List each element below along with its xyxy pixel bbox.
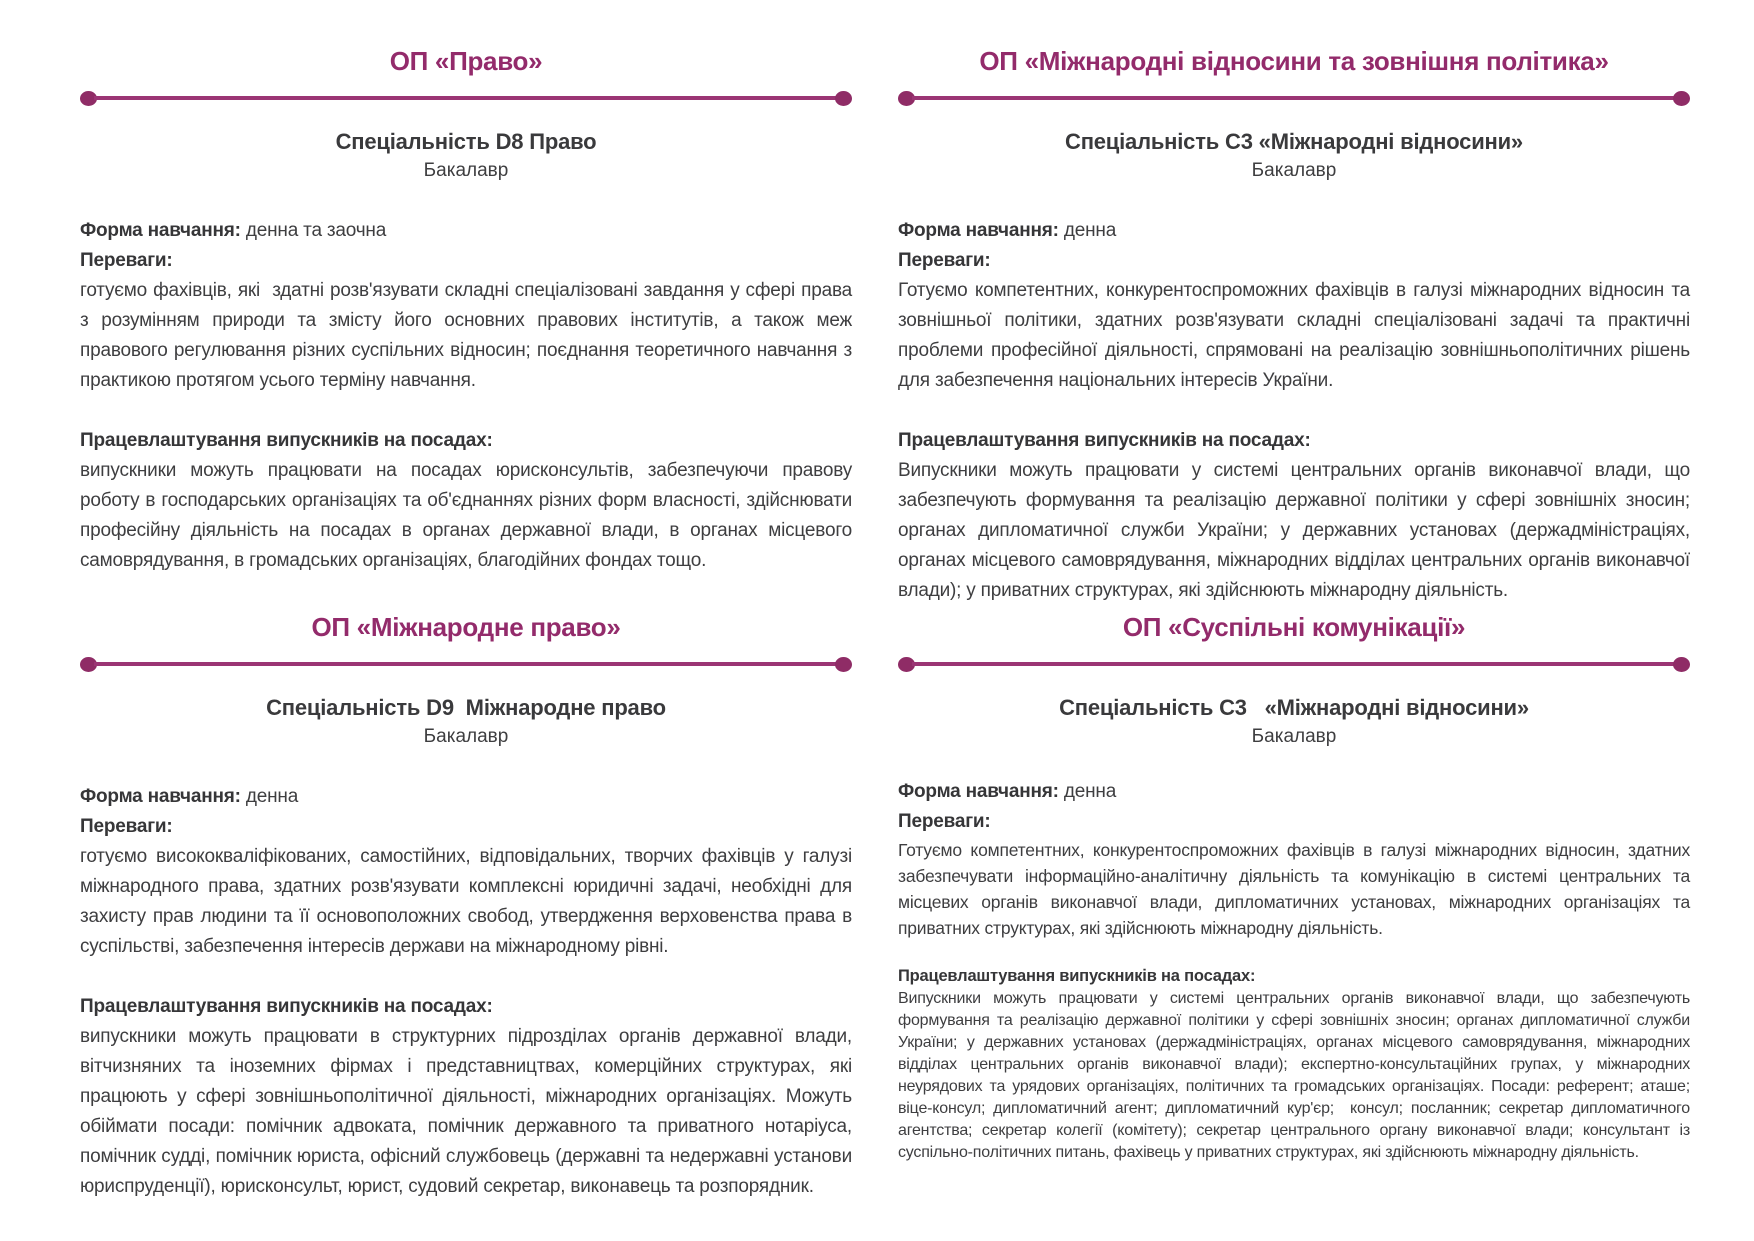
rule-right-dot — [1673, 91, 1690, 106]
advantages-text: готуємо фахівців, які здатні розв'язувати складні спеціалізовані завдання у сфері права з розумінням природи та змісту його основних правових інститутів, а також меж правового регулювання різних суспільних відносин; поєднання теоретичного навчання з практикою протягом усього терміну навчання. — [80, 280, 852, 391]
divider-rule — [80, 90, 852, 106]
program-title: ОП «Міжнародні відносини та зовнішня політика» — [979, 46, 1609, 76]
employment-label: Працевлаштування випускників на посадах: — [898, 967, 1256, 985]
employment-text: випускники можуть працювати на посадах юрисконсультів, забезпечуючи правову роботу в господарських організаціях та об'єднаннях різних форм власності, здійснювати професійну діяльність на посадах в органах державної влади, в органах місцевого самоврядування, в громадських організаціях, благодійних фондах тощо. — [80, 460, 852, 571]
employment-text: випускники можуть працювати в структурних підрозділах органів державної влади, вітчизняних та іноземних фірмах і представництвах, комерційних структурах, які працюють у сфері зовнішньополітичної діяльності, міжнародних організаціях. Можуть обіймати посади: помічник адвоката, помічник державного та приватного нотаріуса, помічник судді, помічник юриста, офісний службовець (державні та недержавні установи юриспруденції), юрисконсульт, юрист, судовий секретар, виконавець та розпорядник. — [80, 1026, 852, 1197]
employment-text: Випускники можуть працювати у системі центральних органів виконавчої влади, що забезпечують формування та реалізацію державної політики у сфері зовнішніх зносин; органах дипломатичної служби України; у державних установах (держадміністраціях, органах місцевого самоврядування, міжнародних відділах центральних органів виконавчої влади); експертно-консультаційних групах, у міжнародних неурядових та урядових організаціях, політичних та громадських організаціях. Посади: референт; аташе; віце-консул; дипломатичний агент; дипломатичний кур'єр; консул; посланник; секретар дипломатичного агентства; секретар колегії (комітету); секретар центрального органу виконавчої влади; консультант із суспільно-політичних питань, фахівець у приватних структурах, які здійснюють міжнародну діяльність. — [898, 990, 1690, 1161]
divider-rule — [898, 656, 1690, 672]
form-of-study-label: Форма навчання: — [80, 220, 241, 241]
form-of-study-value: денна — [245, 786, 299, 807]
form-of-study — [80, 216, 852, 246]
degree-level: Бакалавр — [423, 726, 509, 747]
divider-rule — [898, 90, 1690, 106]
employment-label: Працевлаштування випускників на посадах: — [898, 430, 1311, 451]
rule-right-dot — [835, 657, 852, 672]
advantages-text: готуємо висококваліфікованих, самостійних, відповідальних, творчих фахівців у галузі міжнародного права, здатних розв'язувати комплексні юридичні задачі, необхідні для захисту прав людини та її основоположних свобод, утвердження верховенства права в суспільстві, забезпечення інтересів держави на міжнародному рівні. — [80, 846, 852, 957]
form-of-study-value: денна та заочна — [245, 220, 387, 241]
form-of-study-value: денна — [1063, 781, 1117, 802]
rule-line — [94, 96, 838, 100]
degree-level: Бакалавр — [1251, 726, 1337, 747]
specialty-heading: Спеціальність С3 «Міжнародні відносини» — [1065, 129, 1523, 154]
form-of-study — [898, 216, 1690, 246]
form-of-study-label: Форма навчання: — [898, 220, 1059, 241]
program-section-suspilni-komunikatsii — [898, 610, 1690, 1202]
rule-right-dot — [1673, 657, 1690, 672]
program-section-mizhnarodni-vidnosyny — [898, 44, 1690, 610]
form-of-study — [898, 777, 1690, 807]
advantages-label: Переваги: — [898, 250, 991, 271]
advantages-label: Переваги: — [80, 816, 173, 837]
program-title: ОП «Право» — [389, 46, 543, 76]
rule-line — [912, 662, 1676, 666]
employment-label: Працевлаштування випускників на посадах: — [80, 430, 493, 451]
form-of-study-label: Форма навчання: — [80, 786, 241, 807]
program-section-mizhnarodne-pravo — [80, 610, 852, 1202]
advantages-text: Готуємо компетентних, конкурентоспроможних фахівців в галузі міжнародних відносин, здатних забезпечувати інформаційно-аналітичну діяльність та комунікацію в системі центральних та місцевих органів виконавчої влади, дипломатичних установах, міжнародних організаціях та приватних структурах, які здійснюють міжнародну діяльність. — [898, 840, 1690, 938]
rule-line — [94, 662, 838, 666]
program-title: ОП «Міжнародне право» — [311, 612, 621, 642]
form-of-study-value: денна — [1063, 220, 1117, 241]
specialty-heading: Спеціальність D9 Міжнародне право — [266, 695, 666, 720]
degree-level: Бакалавр — [423, 160, 509, 181]
rule-line — [912, 96, 1676, 100]
specialty-heading: Спеціальність С3 «Міжнародні відносини» — [1059, 695, 1529, 720]
advantages-text: Готуємо компетентних, конкурентоспроможних фахівців в галузі міжнародних відносин та зовнішньої політики, здатних розв'язувати складні спеціалізовані задачі та практичні проблеми професійної діяльності, спрямовані на реалізацію зовнішньополітичних рішень для забезпечення національних інтересів України. — [898, 280, 1690, 391]
divider-rule — [80, 656, 852, 672]
form-of-study-label: Форма навчання: — [898, 781, 1059, 802]
specialty-heading: Спеціальність D8 Право — [335, 129, 597, 154]
employment-label: Працевлаштування випускників на посадах: — [80, 996, 493, 1017]
form-of-study — [80, 782, 852, 812]
advantages-label: Переваги: — [80, 250, 173, 271]
program-title: ОП «Суспільні комунікації» — [1122, 612, 1466, 642]
employment-text: Випускники можуть працювати у системі центральних органів виконавчої влади, що забезпечують формування та реалізацію державної політики у сфері зовнішніх зносин; органах дипломатичної служби України; у державних установах (держадміністраціях, органах місцевого самоврядування, міжнародних відділах центральних органів виконавчої влади); у приватних структурах, які здійснюють міжнародну діяльність. — [898, 460, 1690, 601]
degree-level: Бакалавр — [1251, 160, 1337, 181]
rule-right-dot — [835, 91, 852, 106]
advantages-label: Переваги: — [898, 811, 991, 832]
program-section-pravo — [80, 44, 852, 610]
